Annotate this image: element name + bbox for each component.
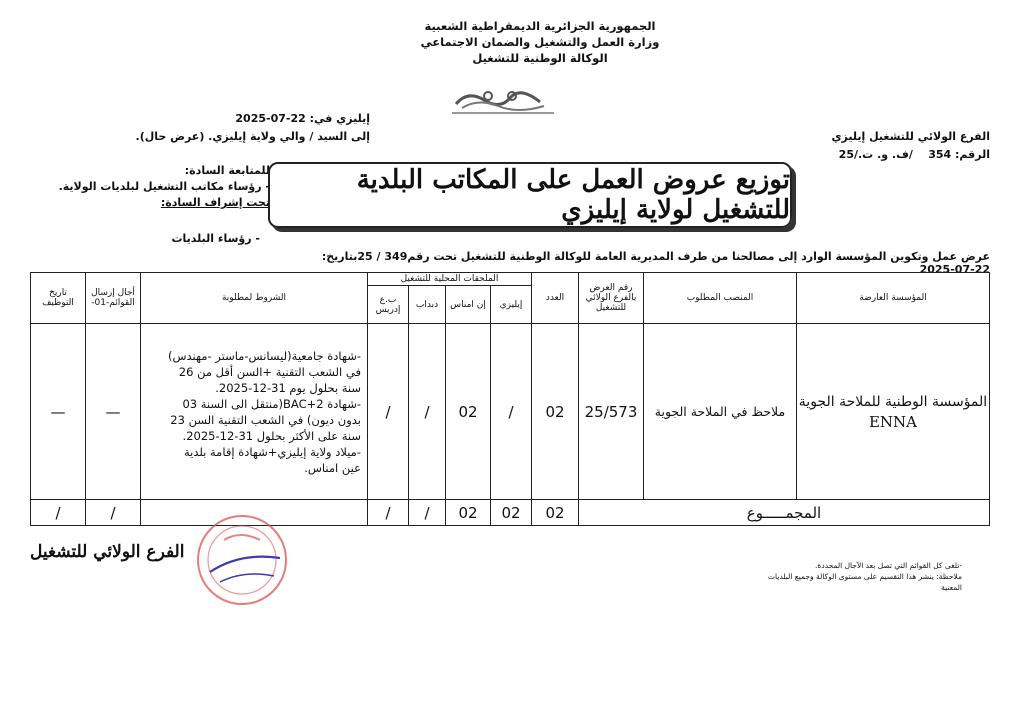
header-offer-no: رقم العرض بالفرع الولائي للتشغيل xyxy=(579,273,644,324)
cell-total-illizi: 02 xyxy=(491,500,532,526)
org-name: المؤسسة الوطنية للملاحة الجوية xyxy=(798,393,988,410)
cell-total-deadline: / xyxy=(86,500,141,526)
condition-line: -شهادة BAC+2(منتقل الى السنة 03 xyxy=(182,396,361,411)
condition-line: عين امناس. xyxy=(304,460,361,475)
supervision-label: تحت إشراف السادة: xyxy=(160,196,270,209)
cell-deadline: — xyxy=(86,324,141,500)
cell-total-bordj: / xyxy=(368,500,409,526)
cell-total-hire-date: / xyxy=(31,500,86,526)
condition-line: -شهادة جامعية(ليسانس-ماستر -مهندس) xyxy=(168,348,361,363)
cell-total-in-amenas: 02 xyxy=(446,500,491,526)
follow-item: - رؤساء مكاتب التشغيل لبلديات الولاية. xyxy=(58,180,270,193)
reference-number xyxy=(780,148,990,161)
branch-name: الفرع الولائي للتشغيل إيليزي xyxy=(831,130,990,143)
note-line: ملاحظة: ينشر هذا التقسيم على مستوى الوكالة وجميع البلديات xyxy=(767,572,962,581)
table-header-row xyxy=(31,273,990,286)
cell-count: 02 xyxy=(532,324,579,500)
cell-position: ملاحظ في الملاحة الجوية xyxy=(644,324,797,500)
note-line: المعنية xyxy=(941,583,962,592)
cell-total-djanet: / xyxy=(409,500,446,526)
header-position: المنصب المطلوب xyxy=(644,273,797,324)
table-row xyxy=(31,324,990,500)
signature-title: الفرع الولائي للتشغيل xyxy=(30,542,185,562)
footer-notes xyxy=(662,560,962,593)
agency-line: الوكالة الوطنية للتشغيل xyxy=(472,51,608,65)
header-bordj: ب.ع إدريس xyxy=(368,286,409,324)
follow-label: للمتابعة السادة: xyxy=(184,164,270,177)
cell-total-count: 02 xyxy=(532,500,579,526)
cell-conditions xyxy=(141,324,368,500)
intro-line: عرض عمل وتكوين المؤسسة الوارد إلى مصالحنا من طرف المديرية العامة للوكالة الوطنية للتشغيل تحت رقم349 / 25بتاريخ: 22-07-2025 xyxy=(321,250,990,276)
condition-line: سنة بحلول يوم 31-12-2025. xyxy=(215,380,361,395)
cell-illizi: / xyxy=(491,324,532,500)
condition-line: سنة على الأكثر بحلول 31-12-2025. xyxy=(182,428,361,443)
ministry-header xyxy=(390,18,690,66)
header-org: المؤسسة العارضة xyxy=(797,273,990,324)
letter-recipient: إلى السيد / والي ولاية إيليزي. (عرض حال). xyxy=(135,130,370,143)
reference-number-label: الرقم: 354 xyxy=(928,148,990,161)
header-count: العدد xyxy=(532,273,579,324)
reference-number-code: /ف. و. ت./25 xyxy=(838,148,913,161)
letter-date: إيليزي في: 22-07-2025 xyxy=(235,112,370,125)
ministry-line: وزارة العمل والتشغيل والضمان الاجتماعي xyxy=(420,35,660,49)
header-djanet: دبداب xyxy=(409,286,446,324)
cell-in-amenas: 02 xyxy=(446,324,491,500)
document-title: توزيع عروض العمل على المكاتب البلدية للتشغيل لولاية إيليزي xyxy=(268,162,792,228)
header-annexes: الملحقات المحلية للتشغيل xyxy=(368,273,532,286)
condition-line: بدون ديون) في الشعب التقنية السن 23 xyxy=(170,412,361,427)
supervision-item: - رؤساء البلديات xyxy=(171,232,260,245)
condition-line: في الشعب التقنية +السن أقل من 26 xyxy=(178,364,361,379)
header-illizi: إيليزي xyxy=(491,286,532,324)
org-code: ENNA xyxy=(868,412,918,431)
cell-org xyxy=(797,324,990,500)
header-hire-date: تاريخ التوظيف xyxy=(31,273,86,324)
cell-offer-no: 25/573 xyxy=(579,324,644,500)
agency-logo-icon xyxy=(448,84,558,116)
official-stamp-icon xyxy=(180,510,300,610)
note-line: -تلغى كل القوائم التي تصل بعد الآجال المحددة. xyxy=(815,561,962,570)
header-conditions: الشروط لمطلوبة xyxy=(141,273,368,324)
cell-hire-date: — xyxy=(31,324,86,500)
cell-djanet: / xyxy=(409,324,446,500)
table-total-row xyxy=(31,500,990,526)
condition-line: -ميلاد ولاية إيليزي+شهادة إقامة بلدية xyxy=(183,444,361,459)
header-deadline: أجال إرسال القوائم-01- xyxy=(86,273,141,324)
header-in-amenas: إن امناس xyxy=(446,286,491,324)
job-offers-table xyxy=(30,272,990,526)
cell-bordj: / xyxy=(368,324,409,500)
cell-total-label: المجمـــــوع xyxy=(579,500,990,526)
republic-line: الجمهورية الجزائرية الديمقراطية الشعبية xyxy=(424,19,656,33)
